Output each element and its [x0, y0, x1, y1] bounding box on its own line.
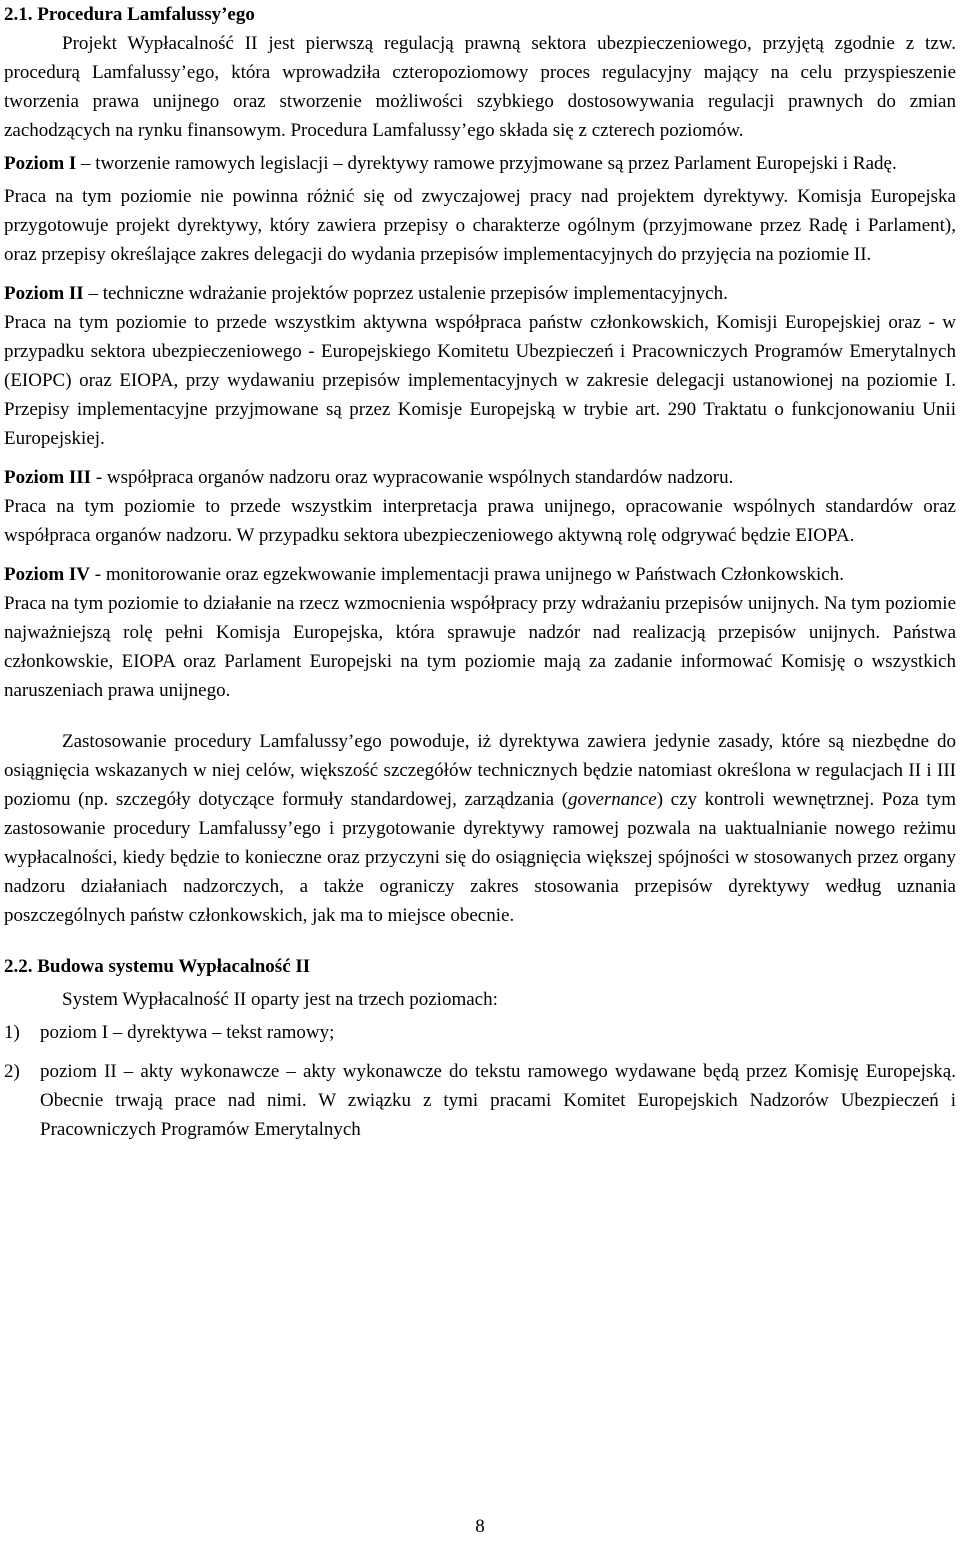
level-3-title-text: - współpraca organów nadzoru oraz wypracowanie wspólnych standardów nadzoru.	[91, 467, 734, 488]
document-page	[4, 0, 956, 1144]
closing-text-a: Zastosowanie procedury Lamfalussy’ego powoduje, iż dyrektywa zawiera jedynie zasady, które są niezbędne do osiągnięcia wskazanych w niej celów, większość szczegółów technicznych będzie natomiast określona w regulacjach II i III poziomu (np. szczegóły dotyczące formuły standardowej, zarządzania (	[4, 731, 956, 810]
closing-text-b: ) czy kontroli wewnętrznej. Poza tym zastosowanie procedury Lamfalussy’ego i przygotowanie dyrektywy ramowej pozwala na uaktualnianie nowego reżimu wypłacalności, kiedy będzie to konieczne oraz przyczyni się do osiągnięcia większej spójności w stosowanych przez organy nadzoru działaniach nadzorczych, a także ograniczy zakres stosowania przepisów dyrektywy według uznania poszczególnych państw członkowskich, jak ma to miejsce obecnie.	[4, 789, 956, 926]
page-number: 8	[475, 1516, 485, 1537]
section-heading-2: 2.2. Budowa systemu Wypłacalność II	[4, 956, 311, 977]
level-4-title	[4, 560, 956, 589]
level-3-label: Poziom III	[4, 467, 92, 488]
level-3-body: Praca na tym poziomie to przede wszystkim interpretacja prawa unijnego, opracowanie wspólnych standardów oraz współpraca organów nadzoru. W przypadku sektora ubezpieczeniowego aktywną rolę odgrywać będzie EIOPA.	[4, 496, 956, 546]
level-1-title	[4, 149, 956, 178]
level-2-title-text: – techniczne wdrażanie projektów poprzez ustalenie przepisów implementacyjnych.	[83, 283, 728, 304]
list-number: 2)	[4, 1061, 20, 1082]
list-item	[4, 1018, 956, 1047]
level-2-body: Praca na tym poziomie to przede wszystkim aktywna współpraca państw członkowskich, Komisji Europejskiej oraz - w przypadku sektora ubezpieczeniowego - Europejskiego Komitetu Ubezpieczeń i Pracowniczych Programów Emerytalnych (EIOPC) oraz EIOPA, przy wydawaniu przepisów implementacyjnych w zakresie delegacji ustanowionej na poziomie I. Przepisy implementacyjne przyjmowane są przez Komisje Europejską w trybie art. 290 Traktatu o funkcjonowaniu Unii Europejskiej.	[4, 312, 956, 449]
level-2-title	[4, 279, 956, 308]
level-4-title-text: - monitorowanie oraz egzekwowanie implementacji prawa unijnego w Państwach Członkowskich.	[90, 564, 844, 585]
level-1-label: Poziom I	[4, 153, 77, 174]
level-4-label: Poziom IV	[4, 564, 91, 585]
list-text: poziom II – akty wykonawcze – akty wykonawcze do tekstu ramowego wydawane będą przez Komisję Europejską. Obecnie trwają prace nad nimi. W związku z tymi pracami Komitet Europejskich Nadzorów Ubezpieczeń i Pracowniczych Programów Emerytalnych	[40, 1061, 956, 1140]
list-number: 1)	[4, 1022, 20, 1043]
section-heading: 2.1. Procedura Lamfalussy’ego	[4, 4, 255, 25]
level-3-title	[4, 463, 956, 492]
level-4-body: Praca na tym poziomie to działanie na rzecz wzmocnienia współpracy przy wdrażaniu przepisów unijnych. Na tym poziomie najważniejszą rolę pełni Komisja Europejska, która sprawuje nadzór nad realizacją przepisów unijnych. Państwa członkowskie, EIOPA oraz Parlament Europejski na tym poziomie mają za zadanie informować Komisję o wszystkich naruszeniach prawa unijnego.	[4, 593, 956, 701]
list-text: poziom I – dyrektywa – tekst ramowy;	[40, 1022, 335, 1043]
closing-italic-term: governance	[568, 789, 657, 810]
closing-paragraph	[4, 727, 956, 930]
section-2-intro: System Wypłacalność II oparty jest na trzech poziomach:	[62, 989, 498, 1010]
intro-paragraph: Projekt Wypłacalność II jest pierwszą regulacją prawną sektora ubezpieczeniowego, przyjętą zgodnie z tzw. procedurą Lamfalussy’ego, która wprowadziła czteropoziomowy proces regulacyjny mający na celu przyspieszenie tworzenia prawa unijnego oraz stworzenie możliwości szybkiego dostosowywania regulacji prawnych do zmian zachodzących na rynku finansowym. Procedura Lamfalussy’ego składa się z czterech poziomów.	[4, 33, 956, 141]
list-item	[4, 1057, 956, 1144]
level-1-body: Praca na tym poziomie nie powinna różnić się od zwyczajowej pracy nad projektem dyrektywy. Komisja Europejska przygotowuje projekt dyrektywy, który zawiera przepisy o charakterze ogólnym (przyjmowane przez Radę i Parlament), oraz przepisy określające zakres delegacji do wydania przepisów implementacyjnych do przyjęcia na poziomie II.	[4, 186, 956, 265]
level-2-label: Poziom II	[4, 283, 84, 304]
level-1-title-text: – tworzenie ramowych legislacji – dyrektywy ramowe przyjmowane są przez Parlament Europejski i Radę.	[76, 153, 897, 174]
